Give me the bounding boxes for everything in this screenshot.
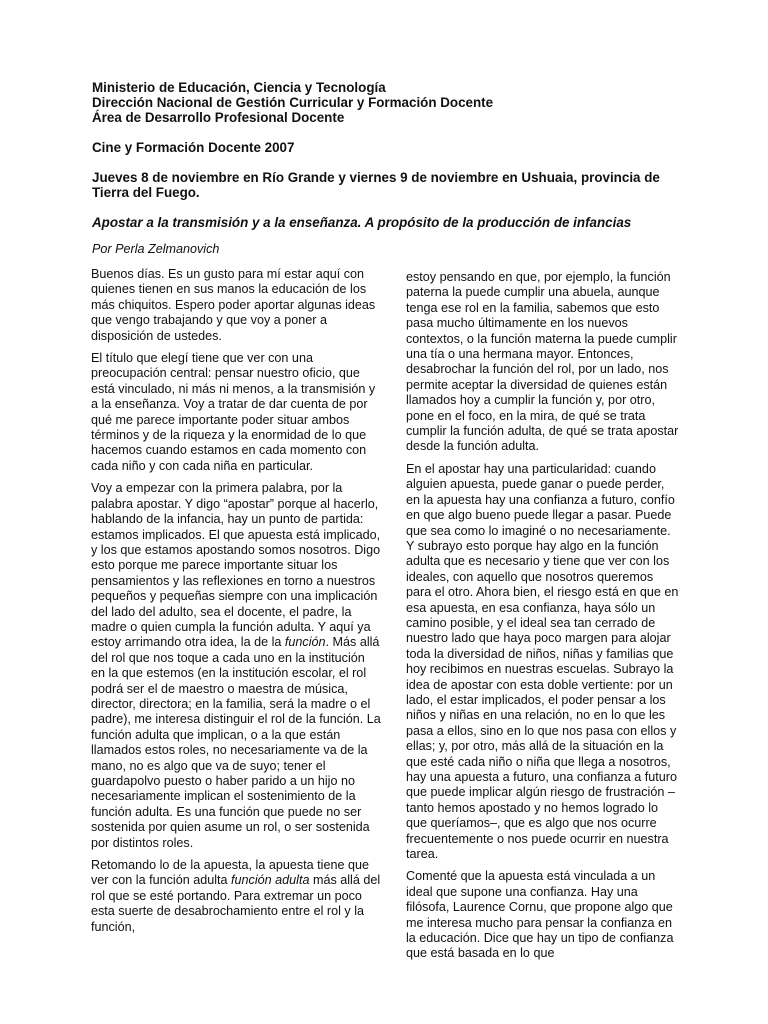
event-name: Cine y Formación Docente 2007 [92, 140, 295, 155]
text-column-right [406, 270, 681, 969]
paragraph: estoy pensando en que, por ejemplo, la función paterna la puede cumplir una abuela, aunque tenga ese rol en la familia, sabemos que esto pasa mucho últimamente en los nuevos contextos, o la función materna la puede cumplir una tía o una hermana mayor. Entonces, desabrochar la función del rol, por un lado, nos permite aceptar la diversidad de quienes están llamados hoy a cumplir la función y, por otro, pone en el foco, en la mira, de qué se trata cumplir la función adulta, de qué se trata apostar desde la función adulta. [406, 270, 679, 454]
paragraph: Voy a empezar con la primera palabra, por la palabra apostar. Y digo “apostar” porque al hacerlo, hablando de la infancia, hay un punto de partida: estamos implicados. El que apuesta está implicado, y los que estamos apostando somos nosotros. Digo esto porque me parece importante situar los pensamientos y las reflexiones en torno a nuestros pequeños y pequeñas siempre con una implicación del lado del adulto, sea el docente, el padre, la madre o quien cumpla la función adulta. Y aquí ya estoy arrimando otra idea, la de la función. Más allá del rol que nos toque a cada uno en la institución en la que estemos (en la institución escolar, el rol podrá ser el de maestro o maestra de música, director, directora; en la familia, será la madre o el padre), me interesa distinguir el rol de la función. La función adulta que implican, o a la que están llamados estos roles, no necesariamente va de la mano, no es algo que va de suyo; tener el guardapolvo puesto o haber parido a un hijo no necesariamente implican el sostenimiento de la función adulta. Es una función que puede no ser sostenida por quien asume un rol, o ser sostenida por distintos roles. [91, 481, 381, 850]
area-line: Área de Desarrollo Profesional Docente [92, 110, 345, 125]
direction-line: Dirección Nacional de Gestión Curricular y Formación Docente [92, 95, 494, 110]
emphasis: función [284, 635, 326, 650]
event-date-line-1: Jueves 8 de noviembre en Río Grande y viernes 9 de noviembre en Ushuaia, provincia de [92, 170, 660, 185]
event-date-line-2: Tierra del Fuego. [92, 185, 200, 200]
emphasis: función adulta [231, 873, 310, 888]
paragraph: Retomando lo de la apuesta, la apuesta tiene que ver con la función adulta función adulta más allá del rol que se esté portando. Para extremar un poco esta suerte de desabrochamiento entre el rol y la función, [91, 858, 381, 934]
document-title: Apostar a la transmisión y a la enseñanza. A propósito de la producción de infancias [92, 215, 632, 230]
author-byline: Por Perla Zelmanovich [92, 242, 220, 256]
text-column-left [91, 267, 381, 942]
paragraph: En el apostar hay una particularidad: cuando alguien apuesta, puede ganar o puede perder, en la apuesta hay una confianza a futuro, confío en que algo bueno puede llegar a pasar. Puede que sea como lo imaginé o no necesariamente. Y subrayo esto porque hay algo en la función adulta que es necesario y tiene que ver con los ideales, con aquello que nosotros queremos para el otro. Ahora bien, el riesgo está en que en esa apuesta, en esa confianza, haya sólo un camino posible, y el ideal sea tan cerrado de nuestro lado que haya poco margen para alojar toda la diversidad de niños, niñas y familias que hoy recibimos en nuestras escuelas. Subrayo la idea de apostar con esta doble vertiente: por un lado, el estar implicados, el poder pensar a los niños y niñas en una relación, no en lo que les pasa a ellos, sino en lo que nos pasa con ellos y ellas; y, por otro, más allá de la situación en la que esté cada niño o niña que llega a nosotros, hay una apuesta a futuro, una confianza a futuro que puede implicar algún riesgo de frustración –tanto hemos apostado y no hemos logrado lo que queríamos–, que es algo que nos ocurre frecuentemente o nos puede ocurrir en nuestra tarea. [406, 461, 679, 862]
document-header [92, 80, 692, 257]
paragraph: Comenté que la apuesta está vinculada a un ideal que supone una confianza. Hay una filósofa, Laurence Cornu, que propone algo que me interesa mucho para pensar la confianza en la educación. Dice que hay un tipo de confianza que está basada en lo que [406, 869, 674, 961]
paragraph: Buenos días. Es un gusto para mí estar aquí con quienes tienen en sus manos la educación de los más chiquitos. Espero poder aportar algunas ideas que vengo trabajando y que voy a poner a disposición de ustedes. [91, 267, 376, 343]
paragraph: El título que elegí tiene que ver con una preocupación central: pensar nuestro oficio, que está vinculado, ni más ni menos, a la transmisión y a la enseñanza. Voy a tratar de dar cuenta de por qué me parece importante poder situar ambos términos y de la riqueza y la enormidad de lo que hacemos cuando estamos en cada momento con cada niño y con cada niña en particular. [91, 351, 376, 473]
ministry-line: Ministerio de Educación, Ciencia y Tecnología [92, 80, 386, 95]
